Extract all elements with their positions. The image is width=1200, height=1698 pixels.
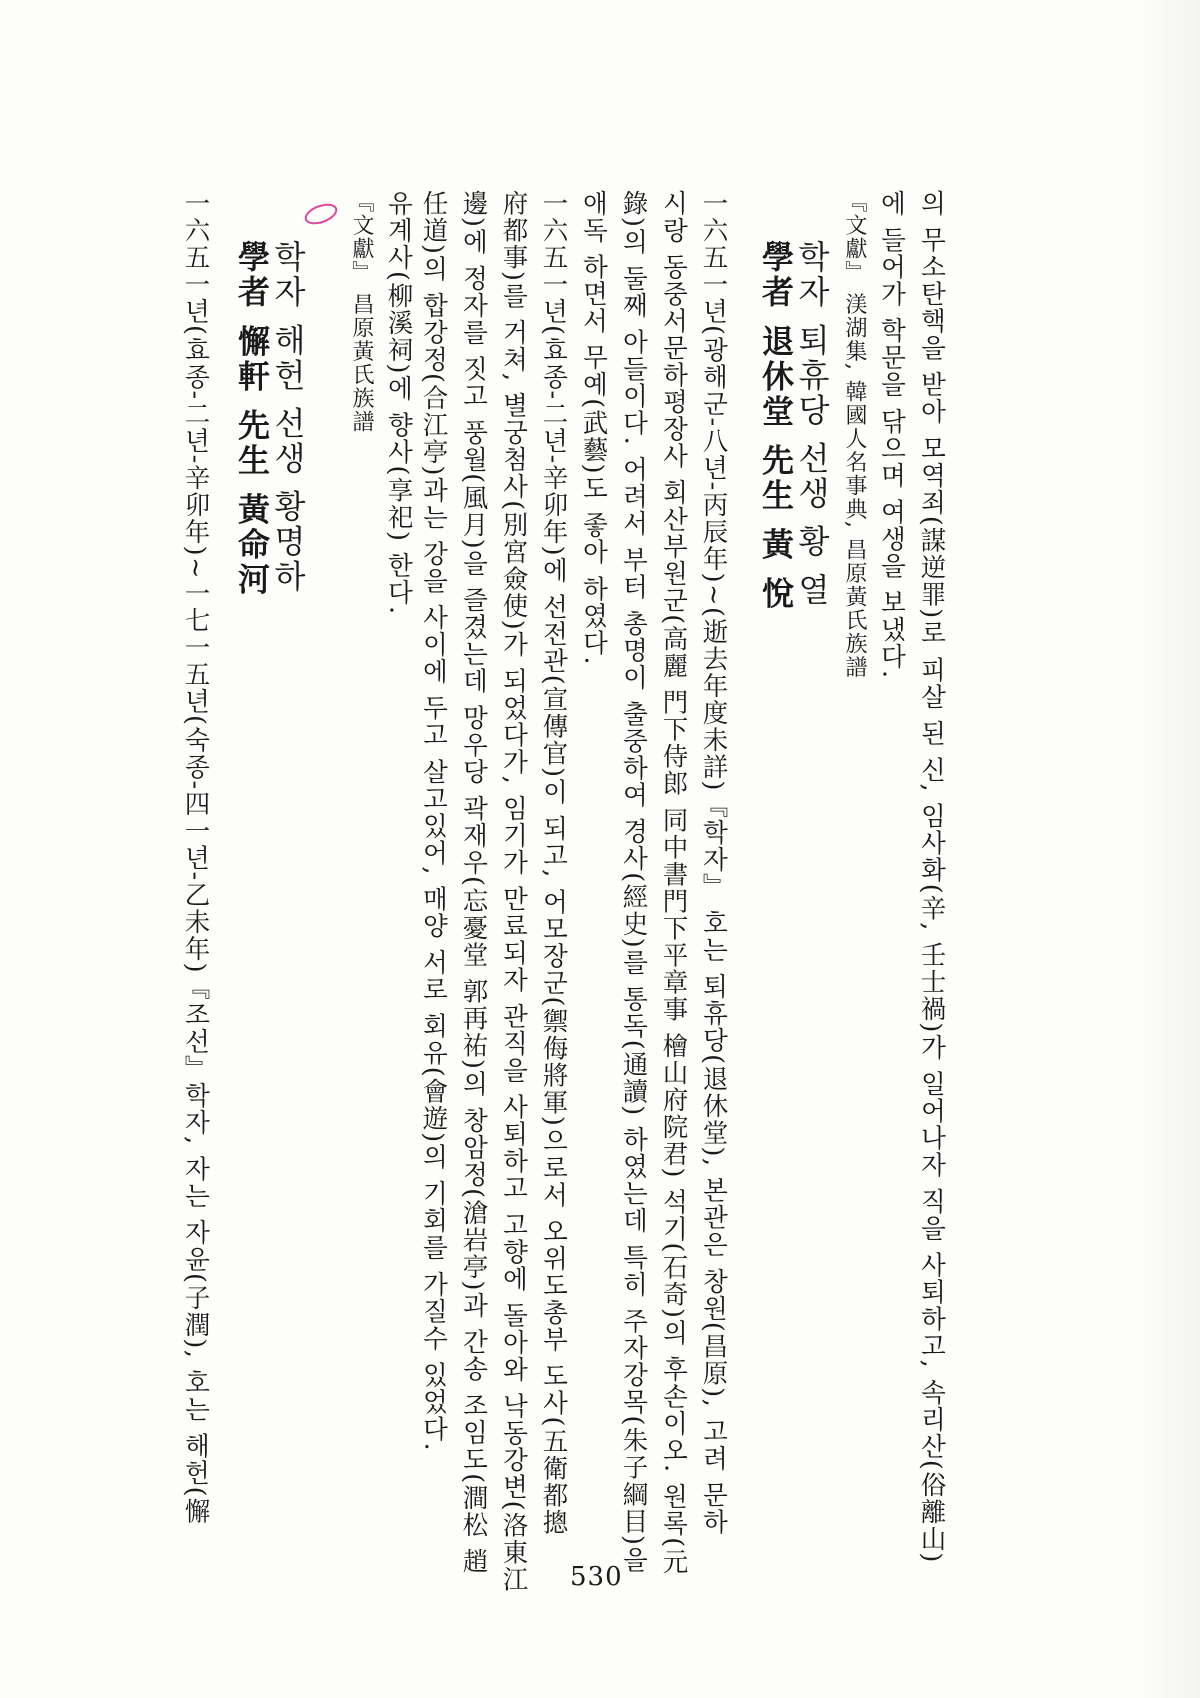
text-column-12: 一六五一년(효종-二년-辛卯年)~一七一五년(숙종-四一년-乙未年)『조선』학자, 자는 자윤(子潤), 호는 해헌(懈 <box>180 190 211 1526</box>
text-column-10: 任道)의 합강정(合江亭)과는 강을 사이에 두고 살고있어, 매양 서로 회유(會遊)의 기회를 가질수 있었다. <box>418 190 449 1453</box>
text-column-7: 一六五一년(효종-二년-辛卯年)에 선전관(宣傳官)이 되고, 어모장군(禦侮將軍)으로서 오위도총부 도사(五衛都摠 <box>538 190 569 1537</box>
source-citation-2: 『文獻』 昌原黃氏族譜 <box>349 190 374 434</box>
page-number: 530 <box>570 1562 623 1592</box>
text-column-6: 애독 하면서 무예(武藝)도 좋아 하였다. <box>578 190 609 666</box>
text-column-3: 一六五一년(광해군-八년-丙辰年)~(逝去年度未詳)『학자』 호는 퇴휴당(退休堂), 본관은 창원(昌原), 고려 문하 <box>698 190 729 1536</box>
entry-heading-hanja-1: 學者 退休堂 先生 黃 悅 <box>757 240 795 612</box>
text-column-8: 府都事)를 거쳐, 별궁첨사(別宮僉使)가 되었다가, 임기가 만료되자 관직을 사퇴하고 고향에 돌아와 낙동강변(洛東江 <box>498 190 529 1594</box>
text-column-2: 에 들어가 학문을 닦으며 여생을 보냈다. <box>876 190 907 680</box>
entry-heading-hanja-2: 學者 懈軒 先生 黃命河 <box>233 240 271 598</box>
text-column-11: 유계사(柳溪祠)에 향사(享祀) 한다. <box>383 190 414 616</box>
text-column-5: 錄)의 둘째 아들이다. 어려서 부터 총명이 출중하여 경사(經史)를 통독(通讀) 하였는데 특히 주자강목(朱子綱目)을 <box>618 190 649 1574</box>
entry-heading-korean-1: 학자 퇴휴당 선생 황 열 <box>793 240 831 608</box>
page-fold-shadow <box>1140 0 1200 1698</box>
source-citation-1: 『文獻』 渼湖集, 韓國人名事典, 昌原黃氏族譜 <box>842 190 867 679</box>
text-column-4: 시랑 동중서문하평장사 회산부원군(高麗 門下侍郎 同中書門下平章事 檜山府院君) 석기(石奇)의 후손이오. 원록(元 <box>658 190 689 1576</box>
text-column-1: 의 무소탄핵을 받아 모역죄(謀逆罪)로 피살 된 신, 임사화(辛, 壬士禍)가 일어나자 직을 사퇴하고, 속리산(俗離山) <box>916 190 947 1564</box>
entry-heading-korean-2: 학자 해헌 선생 황명하 <box>269 240 307 595</box>
text-column-9: 邊)에 정자를 짓고 풍월(風月)을 즐겼는데 망우당 곽재우(忘憂堂 郭再祐)의 창암정(滄岩亭)과 간송 조임도(澗松 趙 <box>458 190 489 1576</box>
